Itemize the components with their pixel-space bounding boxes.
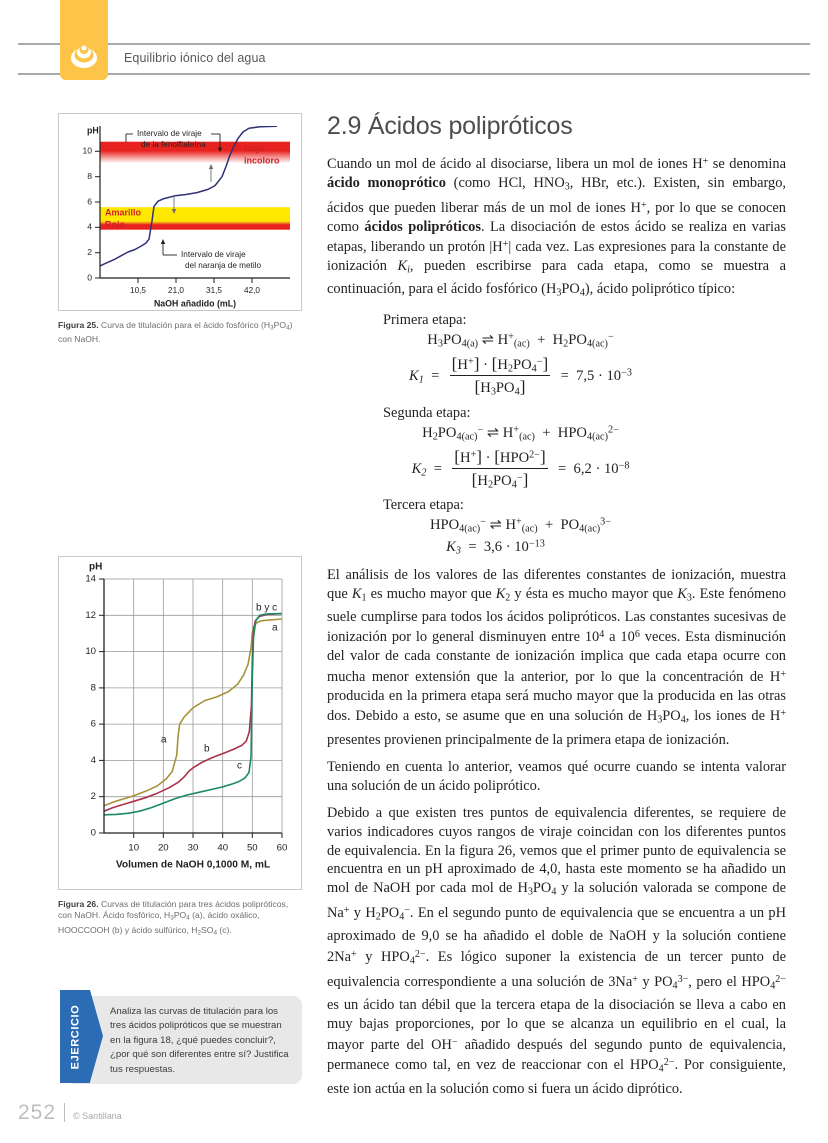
figure-25-caption-label: Figura 25. [58, 320, 99, 330]
paragraph-titration-intro: Teniendo en cuenta lo anterior, veamos qué ocurre cuando se intenta valorar una solución de un ácido poliprótico. [327, 759, 786, 794]
x-tick-labels [130, 286, 260, 295]
svg-text:4: 4 [87, 221, 92, 232]
svg-text:Rojo: Rojo [244, 143, 264, 154]
svg-text:14: 14 [85, 573, 96, 585]
stage-3-label: Tercera etapa: [383, 497, 464, 514]
footer-divider [64, 1103, 65, 1122]
equation-stage-2-reaction: $H_2PO_{4(ac)}^-$ ⇌ $H^+_{(ac)} + HPO_{4(ac)}^{2-}$ [422, 424, 619, 443]
svg-text:10,5: 10,5 [130, 286, 146, 296]
figure26-x-tick-labels [128, 842, 287, 853]
svg-text:42,0: 42,0 [244, 286, 260, 296]
svg-text:0: 0 [90, 827, 96, 839]
figure26-x-ticks [134, 833, 282, 838]
equation-stage-1-reaction: $H_3PO_{4(a)}$ ⇌ $H^+_{(ac)} + H_2PO_{4(ac)}^-$ [427, 332, 614, 350]
svg-text:de la fenolftaleína: de la fenolftaleína [141, 140, 206, 150]
svg-text:50: 50 [246, 842, 258, 854]
svg-text:20: 20 [157, 842, 169, 854]
exercise-box [66, 996, 302, 1084]
svg-text:a: a [272, 622, 278, 634]
y-tick-labels [82, 146, 92, 283]
equation-K1: $K_1$ = [ H+ ] · [ $H_2PO_4^-$ ] [ $H_3PO_4$ ] = $7,5 \cdot 10^{-3}$ [327, 355, 786, 399]
equation-K3: $K_3 = 3,6 \cdot 10^{-13}$ [446, 538, 545, 557]
svg-text:Intervalo de viraje: Intervalo de viraje [181, 250, 246, 260]
header-rule-top [18, 43, 810, 45]
svg-text:40: 40 [217, 842, 229, 854]
page-footer [18, 1100, 122, 1125]
figure26-y-ticks [99, 579, 104, 833]
copyright-notice: © Santillana [73, 1111, 122, 1121]
figure-26-caption-label: Figura 26. [58, 898, 99, 909]
equation-K2: $K_2$ = [ H+ ] · [ $HPO^{2-}$ ] [ $H_2PO_4^-$ ] = $6,2 \cdot 10^{-8}$ [327, 448, 786, 492]
exercise-text: Analiza las curvas de titulación para los tres ácidos polipróticos que se muestran en la figura 18, ¿qué puedes concluir?, ¿por qué son diferentes entre sí? Justifica tus respuestas. [110, 1006, 289, 1075]
figure26-curve-annotations [161, 602, 278, 771]
header-title: Equilibrio iónico del agua [124, 51, 266, 65]
paragraph-analysis: El análisis de los valores de las diferentes constantes de ionización, muestra que $K_1$ es mucho mayor que $K_2$ y ésta es mucho mayor que $K_3$. Este fenómeno suele cumplirse para todos los ácidos polipróticos. Las constantes sucesivas de ionización por lo general disminuyen entre $10^4$ a $10^6$ veces. Esta disminución del valor de cada constante de ionización implica que cada etapa ocurre con mucha menor extensión que la anterior, por lo que la concentración de H+ producida en la primera etapa será mucho mayor que la producida en las otras dos. Debido a esto, se asume que en una solución de $H_3PO_4$, los iones de H+ presentes provienen principalmente de la primera etapa de ionización. [327, 567, 786, 748]
svg-text:4: 4 [90, 754, 96, 766]
exercise-tab-label: EJERCICIO [69, 1004, 82, 1069]
svg-text:del naranja de metilo: del naranja de metilo [185, 261, 262, 271]
page-title: 2.9 Ácidos polipróticos [327, 112, 573, 140]
svg-text:8: 8 [90, 682, 96, 694]
svg-text:12: 12 [85, 609, 96, 621]
svg-text:30: 30 [187, 842, 199, 854]
annotation-methyl-orange [161, 196, 262, 270]
svg-text:b y c: b y c [256, 602, 278, 614]
svg-text:2: 2 [87, 246, 92, 257]
svg-text:6: 6 [90, 718, 96, 730]
figure26-y-tick-labels [85, 573, 96, 838]
svg-text:10: 10 [82, 145, 92, 156]
y-ticks [95, 151, 100, 278]
figure-26-caption: Figura 26. Curvas de titulación para tres ácidos polipróticos, con NaOH. Ácido fosfórico, $H_3PO_4$ (a), ácido oxálico, HOOCCOOH (b) y ácido sulfúrico, $H_2SO_4$ (c). [58, 898, 289, 937]
figure26-x-axis-label: Volumen de NaOH 0,1000 M, mL [115, 859, 271, 871]
svg-text:0: 0 [87, 272, 92, 283]
header-rule-bottom [18, 73, 810, 75]
svg-text:60: 60 [276, 842, 288, 854]
figure25-x-axis-label: NaOH añadido (mL) [153, 298, 237, 309]
svg-text:2: 2 [90, 791, 96, 803]
svg-text:Intervalo de viraje: Intervalo de viraje [137, 129, 202, 139]
svg-text:Amarillo: Amarillo [105, 207, 142, 218]
grid-lines [104, 579, 282, 833]
equation-stage-3-reaction: $HPO_{4(ac)}^-$ ⇌ $H^+_{(ac)} + PO_{4(ac)}^{3-}$ [429, 516, 612, 535]
svg-text:6: 6 [87, 196, 92, 207]
svg-text:Rojo: Rojo [105, 219, 125, 230]
svg-text:c: c [237, 760, 242, 772]
svg-text:10: 10 [85, 645, 96, 657]
figure-25-caption: Figura 25. Curva de titulación para el ácido fosfórico $(H_3PO_4)$ con NaOH. [58, 320, 293, 345]
paragraph-equivalence-points: Debido a que existen tres puntos de equivalencia diferentes, se requiere de varios indicadores cuyos rangos de viraje coincidan con los diferentes puntos de equivalencia. En la figura 26, vemos que el primer punto de equivalencia se encuentra en un pH aproximado de 4,0, hasta este momento se ha añadido un mol de NaOH por cada mol de $H_3PO_4$ y la solución valorada se compone de Na+ y $H_2PO_4^-$. En el segundo punto de equivalencia que se encuentra a un pH aproximado de 9,0 se ha añadido el doble de NaOH y la solución contiene 2Na+ y $HPO_4^{2-}$. Es lógico suponer la existencia de un tercer punto de equivalencia correspondiente a una solución de 3Na+ y $PO_4^{3-}$, pero el $HPO_4^{2-}$ es un ácido tan débil que la tercera etapa de la disociación se lleva a cabo en muy bajas proporciones, por lo que se alcanza un equilibrio en el cual, la mayor parte del OH− añadido después del segundo punto de equivalencia, permanece como tal, en vez de reaccionar con el $HPO_4^{2-}$. Por consiguiente, este ion actúa en la solución como si fuera un ácido diprótico. [327, 805, 787, 1097]
right-column [327, 112, 786, 1107]
figure-26-chart [58, 556, 302, 890]
figure-25-chart [58, 113, 302, 311]
svg-text:10: 10 [128, 842, 140, 854]
stage-1-label: Primera etapa: [383, 312, 467, 329]
page-header [0, 0, 828, 90]
svg-text:31,5: 31,5 [206, 286, 222, 296]
x-ticks [138, 278, 252, 283]
paragraph-intro: Cuando un mol de ácido al disociarse, libera un mol de iones H+ se denomina ácido monoprótico (como HCl, $HNO_3$, HBr, etc.). Existen, sin embargo, ácidos que pueden liberar más de un mol de iones H+, por lo que se conocen como ácidos polipróticos. La disociación de estos ácido se realiza en varias etapas, liberando un protón |H+| cada vez. Las expresiones para la constante de ionización $K_i$, pueden escribirse para cada etapa, como se muestra a continuación, para el ácido fosfórico $(H_3PO_4)$, ácido poliprótico típico: [327, 156, 787, 299]
figure26-y-axis-label: pH [89, 561, 103, 573]
exercise-tab-arrow [90, 990, 103, 1082]
spiral-shell-icon [68, 38, 100, 70]
svg-text:21,0: 21,0 [168, 286, 184, 296]
page-number: 252 [18, 1101, 57, 1124]
stage-2-label: Segunda etapa: [383, 405, 471, 421]
exercise-tab-label-wrap [60, 990, 90, 1083]
svg-text:incoloro: incoloro [244, 155, 280, 166]
svg-text:b: b [204, 743, 210, 755]
svg-text:8: 8 [87, 170, 92, 181]
left-column [58, 113, 302, 939]
svg-text:a: a [161, 734, 167, 746]
figure25-y-axis-label: pH [87, 125, 99, 136]
